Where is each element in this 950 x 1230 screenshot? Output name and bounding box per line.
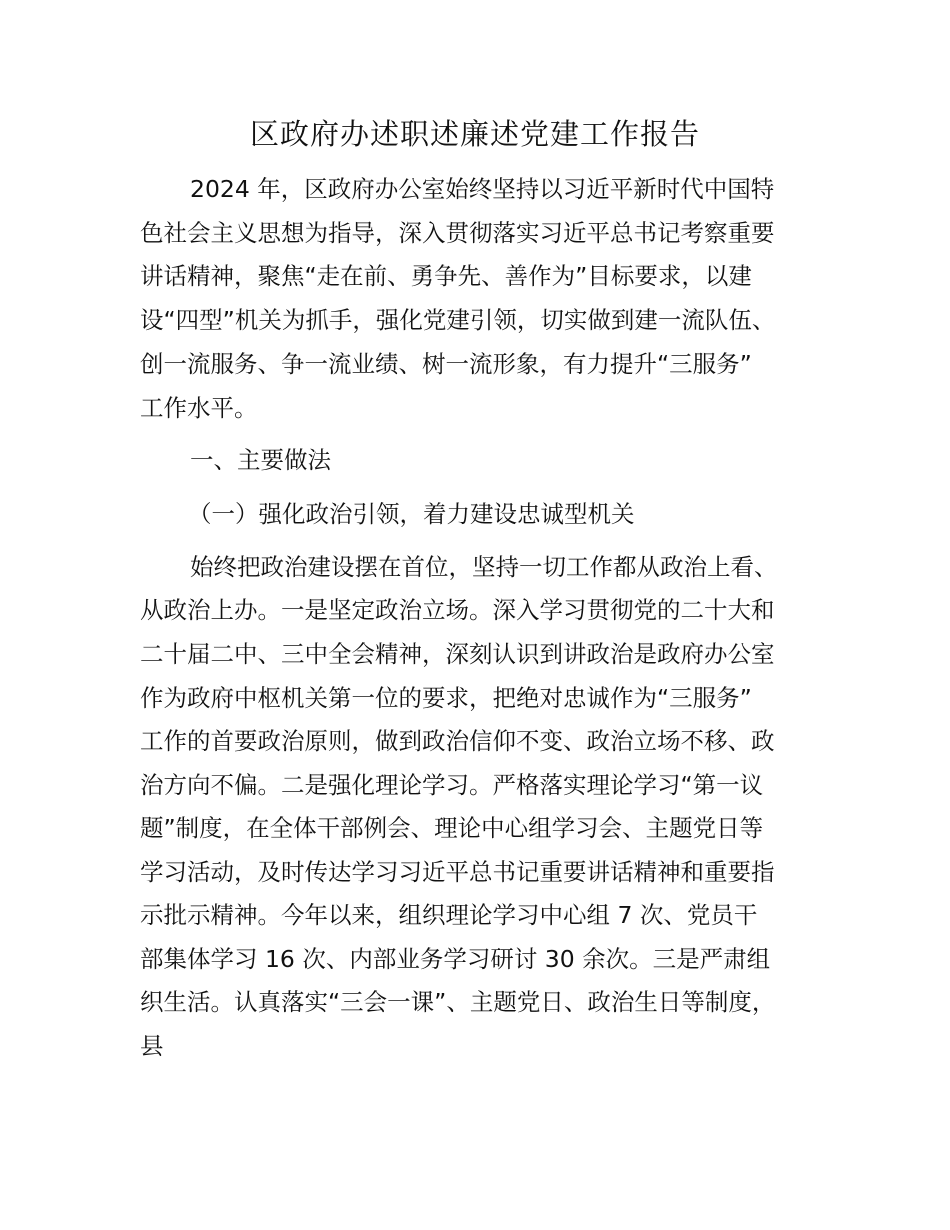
paragraph-line: 县 <box>140 1032 164 1060</box>
paragraph-line: 创一流服务、争一流业绩、树一流形象，有力提升“三服务” <box>140 350 752 378</box>
paragraph-line: 工作水平。 <box>140 394 258 422</box>
paragraph-line: 题”制度，在全体干部例会、理论中心组学习会、主题党日等 <box>140 814 764 842</box>
paragraph-line: 2024 年，区政府办公室始终坚持以习近平新时代中国特 <box>190 175 775 203</box>
document-title: 区政府办述职述廉述党建工作报告 <box>249 117 700 151</box>
paragraph-line: 治方向不偏。二是强化理论学习。严格落实理论学习“第一议 <box>140 771 764 799</box>
paragraph-line: 始终把政治建设摆在首位，坚持一切工作都从政治上看、 <box>190 553 778 581</box>
paragraph-line: 设“四型”机关为抓手，强化党建引领，切实做到建一流队伍、 <box>140 306 776 334</box>
paragraph-line: 部集体学习 16 次、内部业务学习研讨 30 余次。三是严肃组 <box>140 945 771 973</box>
paragraph-line: 学习活动，及时传达学习习近平总书记重要讲话精神和重要指 <box>140 858 775 886</box>
subsection-heading: （一）强化政治引领，着力建设忠诚型机关 <box>188 500 635 528</box>
paragraph-line: 示批示精神。今年以来，组织理论学习中心组 7 次、党员干 <box>140 901 758 929</box>
paragraph-line: 工作的首要政治原则，做到政治信仰不变、政治立场不移、政 <box>140 727 775 755</box>
paragraph-line: 二十届二中、三中全会精神，深刻认识到讲政治是政府办公室 <box>140 640 775 668</box>
paragraph-line: 织生活。认真落实“三会一课”、主题党日、政治生日等制度， <box>140 988 776 1016</box>
paragraph-line: 讲话精神，聚焦“走在前、勇争先、善作为”目标要求，以建 <box>140 262 752 290</box>
paragraph-line: 作为政府中枢机关第一位的要求，把绝对忠诚作为“三服务” <box>140 684 752 712</box>
paragraph-line: 色社会主义思想为指导，深入贯彻落实习近平总书记考察重要 <box>140 219 775 247</box>
paragraph-line: 从政治上办。一是坚定政治立场。深入学习贯彻党的二十大和 <box>140 596 775 624</box>
section-heading: 一、主要做法 <box>190 446 331 474</box>
